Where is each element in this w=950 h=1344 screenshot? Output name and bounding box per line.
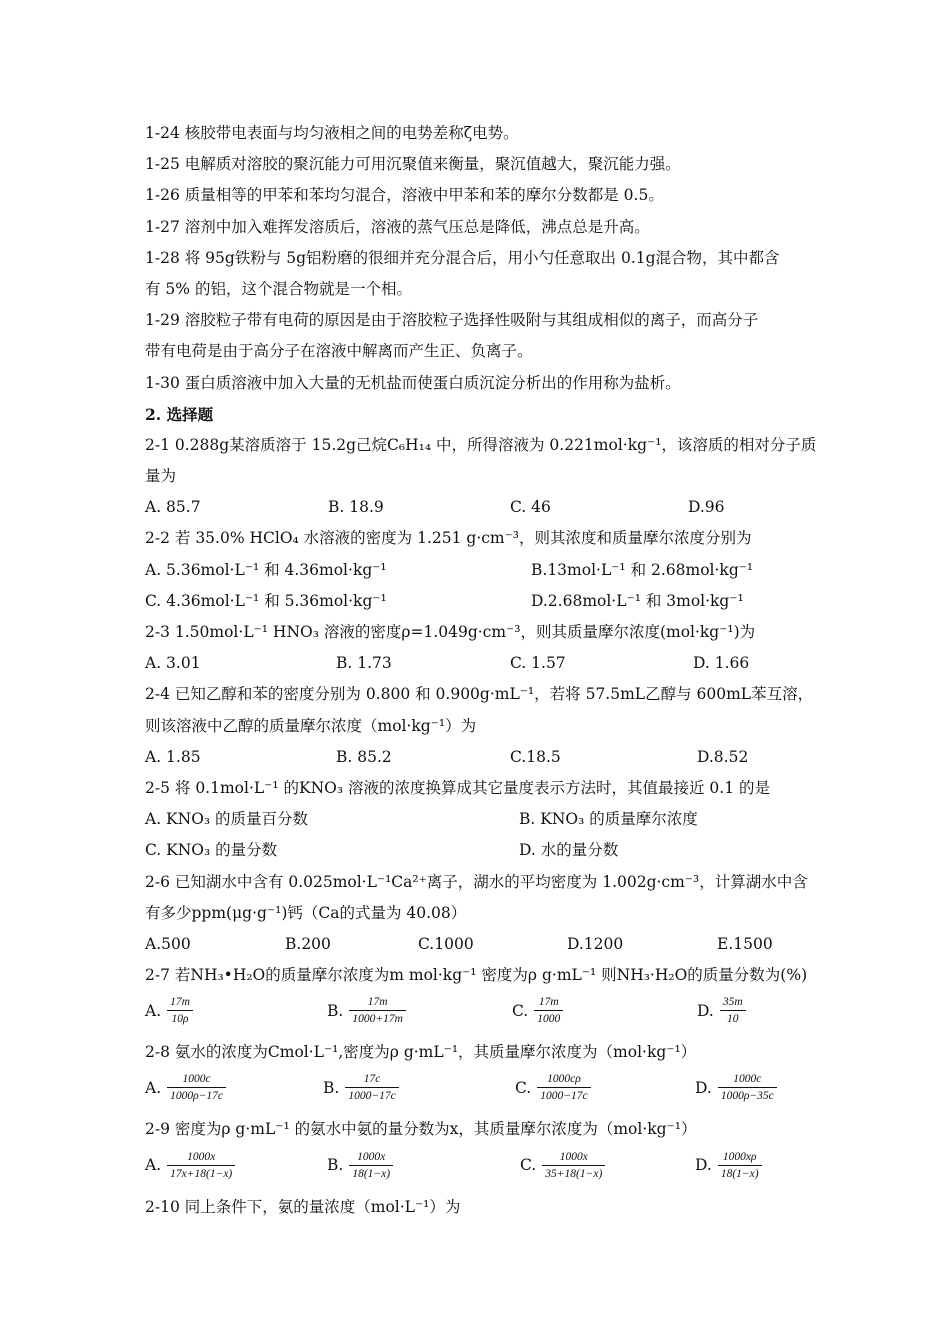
question-2-6-line1: 2-6 已知湖水中含有 0.025mol·L⁻¹Ca²⁺离子，湖水的平均密度为 1.002g·cm⁻³，计算湖水中含	[145, 872, 808, 891]
statement-1-29-line2: 带有电荷是由于高分子在溶液中解离而产生正、负离子。	[145, 342, 533, 361]
numerator: 1000x	[559, 1150, 588, 1163]
option-a[interactable]: A.500	[145, 934, 191, 953]
option-d[interactable]	[697, 995, 746, 1026]
option-label: D.	[695, 1078, 712, 1097]
option-label: C.	[512, 1001, 529, 1020]
option-c[interactable]: C. KNO₃ 的量分数	[145, 841, 278, 860]
option-b[interactable]	[323, 1072, 399, 1103]
statement-1-25: 1-25 电解质对溶胶的聚沉能力可用沉聚值来衡量，聚沉值越大，聚沉能力强。	[145, 155, 681, 174]
option-c[interactable]: C.1000	[418, 934, 474, 953]
question-2-1-line2: 量为	[145, 467, 177, 486]
statement-1-27: 1-27 溶剂中加入难挥发溶质后，溶液的蒸气压总是降低，沸点总是升高。	[145, 217, 650, 236]
option-d[interactable]: D.96	[688, 498, 725, 517]
option-b[interactable]: B.200	[285, 934, 331, 953]
option-a[interactable]: A. 5.36mol·L⁻¹ 和 4.36mol·kg⁻¹	[145, 560, 387, 579]
denominator: 1000−17c	[540, 1090, 588, 1103]
fraction	[720, 995, 746, 1026]
numerator: 1000c	[182, 1073, 211, 1086]
denominator: 1000ρ−35c	[720, 1090, 774, 1103]
numerator: 17m	[170, 996, 190, 1009]
question-2-5-line1: 2-5 将 0.1mol·L⁻¹ 的KNO₃ 溶液的浓度换算成其它量度表示方法时，其值最接近 0.1 的是	[145, 778, 770, 797]
option-d[interactable]: D. 水的量分数	[519, 841, 619, 860]
fraction	[349, 1150, 393, 1181]
numerator: 1000c	[733, 1073, 762, 1086]
numerator: 17c	[363, 1073, 381, 1086]
option-label: D.	[695, 1156, 712, 1175]
numerator: 17m	[367, 996, 388, 1009]
question-2-2-options-row1	[145, 555, 810, 586]
denominator: 35+18(1−x)	[545, 1167, 603, 1180]
option-b[interactable]: B. 18.9	[328, 498, 384, 517]
section-title: 2. 选择题	[145, 404, 214, 424]
fraction	[345, 1072, 398, 1103]
numerator: 35m	[722, 996, 743, 1009]
statement-1-26: 1-26 质量相等的甲苯和苯均匀混合，溶液中甲苯和苯的摩尔分数都是 0.5。	[145, 186, 664, 205]
option-c[interactable]: C. 1.57	[510, 654, 566, 673]
option-c[interactable]	[520, 1150, 605, 1181]
question-2-8-options	[145, 1068, 810, 1114]
denominator: 10ρ	[171, 1013, 189, 1026]
fraction	[349, 995, 406, 1026]
option-label: C.	[520, 1156, 537, 1175]
option-b[interactable]: B. 1.73	[336, 654, 392, 673]
option-c[interactable]	[512, 995, 563, 1026]
fraction	[167, 1072, 226, 1103]
fraction	[718, 1150, 762, 1181]
denominator: 10	[726, 1013, 739, 1026]
question-2-8-line1: 2-8 氨水的浓度为Cmol·L⁻¹,密度为ρ g·mL⁻¹，其质量摩尔浓度为（mol·kg⁻¹）	[145, 1043, 697, 1062]
option-b[interactable]: B. KNO₃ 的质量摩尔浓度	[519, 810, 698, 829]
question-2-5-options-row2	[145, 835, 810, 866]
denominator: 1000ρ−17c	[170, 1090, 224, 1103]
statement-1-29-line1: 1-29 溶胶粒子带有电荷的原因是由于溶胶粒子选择性吸附与其组成相似的离子，而高分子	[145, 311, 759, 330]
option-d[interactable]: D.8.52	[697, 747, 749, 766]
question-2-3-options	[145, 648, 810, 679]
question-2-6-line2: 有多少ppm(μg·g⁻¹)钙（Ca的式量为 40.08）	[145, 903, 467, 922]
question-2-2-line1: 2-2 若 35.0% HClO₄ 水溶液的密度为 1.251 g·cm⁻³，则其浓度和质量摩尔浓度分别为	[145, 529, 752, 548]
statement-1-30: 1-30 蛋白质溶液中加入大量的无机盐而使蛋白质沉淀分析出的作用称为盐析。	[145, 373, 681, 392]
fraction	[542, 1150, 605, 1181]
option-c[interactable]	[515, 1072, 591, 1103]
fraction	[167, 995, 193, 1026]
option-a[interactable]	[145, 1072, 226, 1103]
numerator: 1000xρ	[722, 1150, 757, 1163]
numerator: 1000x	[357, 1150, 386, 1163]
statement-1-28-line1: 1-28 将 95g铁粉与 5g铝粉磨的很细并充分混合后，用小勺任意取出 0.1g混合物，其中都含	[145, 248, 780, 267]
option-c[interactable]: C. 46	[510, 498, 551, 517]
option-label: B.	[323, 1078, 340, 1097]
numerator: 1000x	[187, 1150, 216, 1163]
question-2-9-options	[145, 1146, 810, 1192]
question-2-10-line1: 2-10 同上条件下，氨的量浓度（mol·L⁻¹）为	[145, 1197, 461, 1216]
option-a[interactable]: A. 3.01	[145, 654, 201, 673]
option-label: D.	[697, 1001, 714, 1020]
option-d[interactable]: D. 1.66	[693, 654, 750, 673]
option-label: B.	[327, 1156, 344, 1175]
option-a[interactable]	[145, 1150, 235, 1181]
denominator: 17x+18(1−x)	[170, 1167, 233, 1180]
question-2-6-options	[145, 929, 810, 960]
option-label: A.	[145, 1078, 162, 1097]
fraction	[537, 1072, 590, 1103]
question-2-7-options	[145, 991, 810, 1037]
option-a[interactable]	[145, 995, 193, 1026]
question-2-2-options-row2	[145, 586, 810, 617]
option-d[interactable]: D.2.68mol·L⁻¹ 和 3mol·kg⁻¹	[531, 591, 744, 610]
statement-1-24: 1-24 核胶带电表面与均匀液相之间的电势差称ζ电势。	[145, 124, 519, 142]
statement-1-28-line2: 有 5% 的铝，这个混合物就是一个相。	[145, 279, 412, 298]
option-b[interactable]: B.13mol·L⁻¹ 和 2.68mol·kg⁻¹	[531, 560, 754, 579]
question-2-4-line2: 则该溶液中乙醇的质量摩尔浓度（mol·kg⁻¹）为	[145, 716, 477, 735]
option-b[interactable]	[327, 1150, 393, 1181]
fraction	[534, 995, 563, 1026]
question-2-7-line1: 2-7 若NH₃•H₂O的质量摩尔浓度为m mol·kg⁻¹ 密度为ρ g·mL⁻¹ 则NH₃·H₂O的质量分数为(%)	[145, 966, 808, 985]
question-2-9-line1: 2-9 密度为ρ g·mL⁻¹ 的氨水中氨的量分数为x，其质量摩尔浓度为（mol·kg⁻¹）	[145, 1120, 697, 1139]
question-2-4-options	[145, 742, 810, 773]
option-a[interactable]: A. KNO₃ 的质量百分数	[145, 810, 309, 829]
denominator: 18(1−x)	[352, 1167, 391, 1180]
option-label: C.	[515, 1078, 532, 1097]
fraction	[167, 1150, 235, 1181]
option-a[interactable]: A. 1.85	[145, 747, 201, 766]
document-page	[145, 118, 817, 1223]
question-2-4-line1: 2-4 已知乙醇和苯的密度分别为 0.800 和 0.900g·mL⁻¹，若将 57.5mL乙醇与 600mL苯互溶，	[145, 685, 814, 704]
denominator: 1000+17m	[352, 1013, 403, 1026]
denominator: 18(1−x)	[720, 1167, 759, 1180]
option-b[interactable]: B. 85.2	[336, 747, 392, 766]
denominator: 1000	[537, 1013, 561, 1026]
option-d[interactable]: D.1200	[567, 934, 624, 953]
option-b[interactable]	[327, 995, 406, 1026]
fraction	[718, 1072, 777, 1103]
question-2-5-options-row1	[145, 804, 810, 835]
numerator: 1000cρ	[547, 1073, 581, 1086]
question-2-3-line1: 2-3 1.50mol·L⁻¹ HNO₃ 溶液的密度ρ=1.049g·cm⁻³，则其质量摩尔浓度(mol·kg⁻¹)为	[145, 623, 756, 641]
question-2-1-line1: 2-1 0.288g某溶质溶于 15.2g己烷C₆H₁₄ 中，所得溶液为 0.221mol·kg⁻¹，该溶质的相对分子质	[145, 435, 817, 454]
option-d[interactable]	[695, 1150, 762, 1181]
option-d[interactable]	[695, 1072, 777, 1103]
option-label: A.	[145, 1001, 162, 1020]
option-label: A.	[145, 1156, 162, 1175]
option-c[interactable]: C.18.5	[510, 747, 561, 766]
numerator: 17m	[538, 996, 559, 1009]
denominator: 1000−17c	[348, 1090, 396, 1103]
option-label: B.	[327, 1001, 344, 1020]
question-2-1-options	[145, 492, 810, 523]
option-a[interactable]: A. 85.7	[145, 498, 201, 517]
option-c[interactable]: C. 4.36mol·L⁻¹ 和 5.36mol·kg⁻¹	[145, 591, 387, 610]
option-e[interactable]: E.1500	[717, 934, 773, 953]
